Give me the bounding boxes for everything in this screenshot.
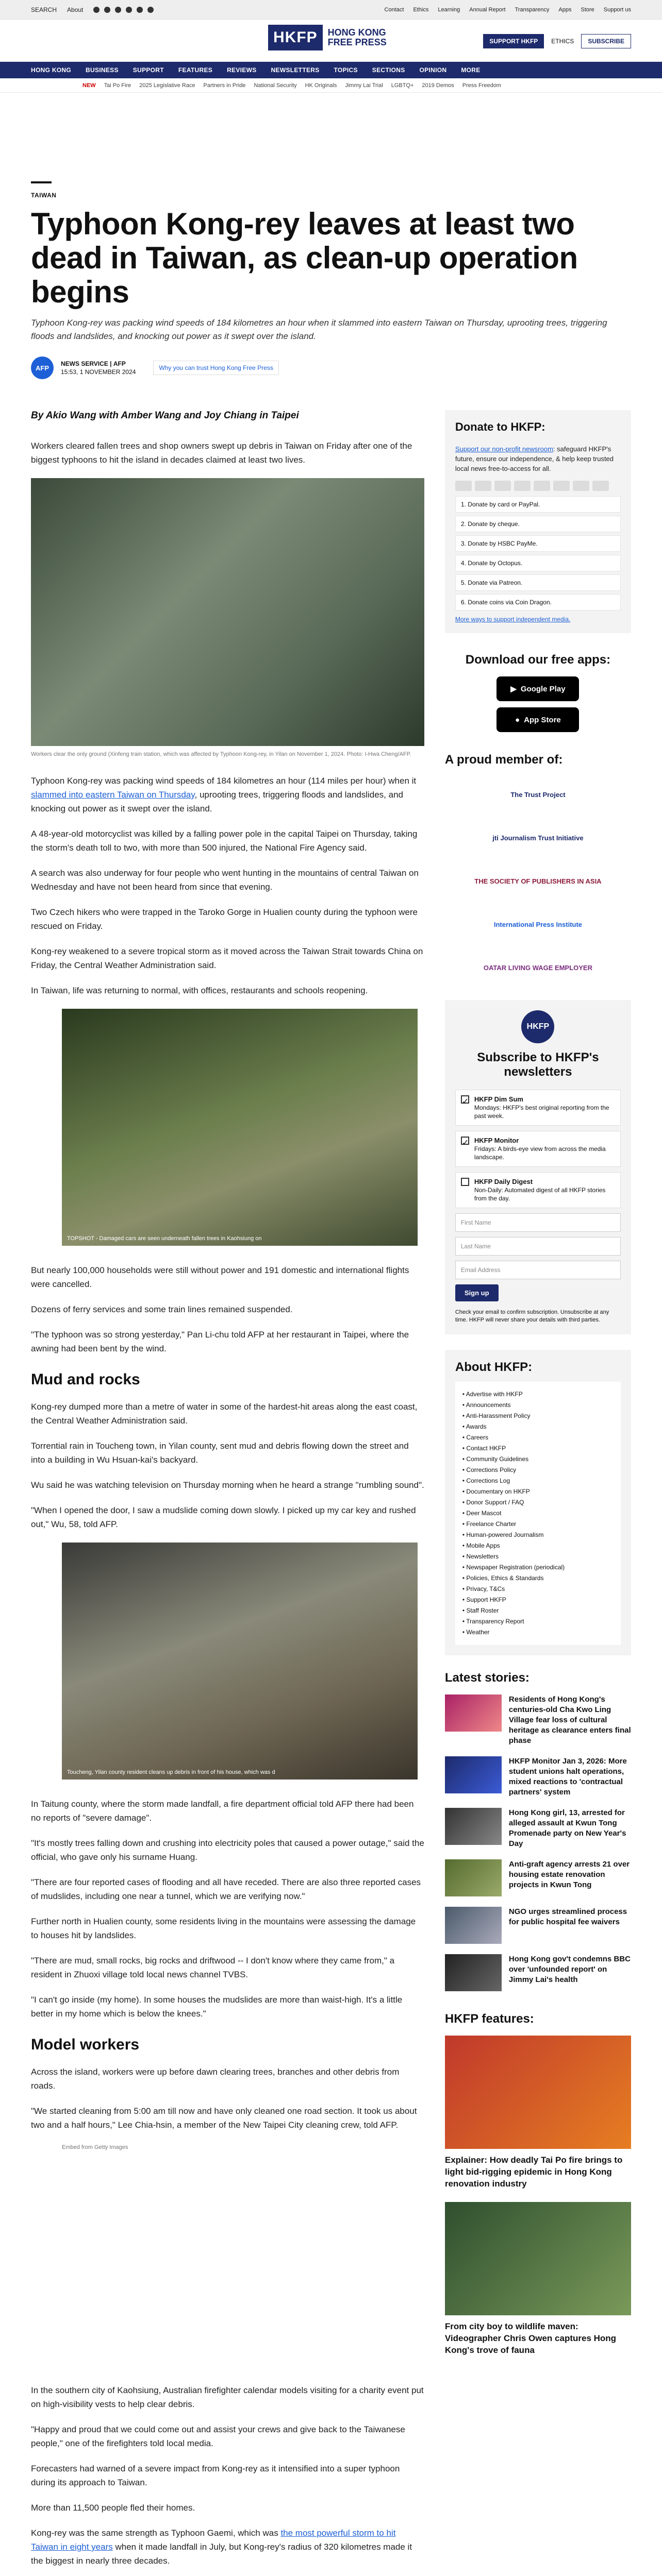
trending-item[interactable]: 2025 Legislative Race xyxy=(139,82,195,89)
paragraph: "It's mostly trees falling down and crushing into electricity poles that caused a power outage," said the official, who gave only his surname Huang. xyxy=(31,1838,424,1862)
mastercard-icon xyxy=(455,481,472,491)
paragraph: More than 11,500 people fled their homes. xyxy=(31,2503,195,2513)
about-link[interactable]: • Careers xyxy=(462,1432,614,1443)
trending-item[interactable]: Press Freedom xyxy=(462,82,501,89)
story-thumbnail xyxy=(445,1756,502,1793)
nav-item[interactable]: SUPPORT xyxy=(133,66,164,74)
donate-option[interactable]: 4. Donate by Octopus. xyxy=(455,555,621,571)
newsletter-title: Subscribe to HKFP's newsletters xyxy=(477,1050,599,1079)
topbar-link[interactable]: Ethics xyxy=(413,6,429,13)
nav-item[interactable]: SECTIONS xyxy=(372,66,405,74)
about-link[interactable]: • Donor Support / FAQ xyxy=(462,1497,614,1508)
embed-caption: Toucheng, Yilan county resident cleans up debris in front of his house, which was d xyxy=(67,1769,275,1775)
embed-caption: TOPSHOT - Damaged cars are seen underneath fallen trees in Kaohsiung on xyxy=(67,1235,262,1242)
story-item[interactable] xyxy=(445,1907,631,1944)
top-utility-bar xyxy=(0,0,662,20)
donate-intro-text: : safeguard HKFP's future, ensure our independence, & help keep trusted local news free-to-access for all. xyxy=(455,445,614,472)
last-name-input[interactable]: Last Name xyxy=(455,1237,621,1256)
about-link[interactable]: • Transparency Report xyxy=(462,1616,614,1627)
logo-line2: FREE PRESS xyxy=(327,37,387,47)
paragraph: "When I opened the door, I saw a mudslide coming down slowly. I picked up my car key and rushed out," Wu, 58, told AFP. xyxy=(31,1505,416,1529)
paragraph-text: Typhoon Kong-rey was packing wind speeds of 184 kilometres an hour (114 miles per hour) when it xyxy=(31,776,417,786)
about-link[interactable]: • Policies, Ethics & Standards xyxy=(462,1573,614,1584)
article-body xyxy=(31,410,424,2576)
amex-icon xyxy=(494,481,511,491)
paragraph-text: when it made landfall in July, but Kong-rey's radius of 320 kilometres made it the biggest in nearly three decades. xyxy=(31,2542,412,2566)
trending-bar xyxy=(0,78,662,93)
sidebar xyxy=(445,410,631,2576)
paragraph: "We started cleaning from 5:00 am till now and have only cleaned one road section. It took us about two and a half hours," Lee Chia-hsin, a member of the New Taipei City cleaning crew, told AFP. xyxy=(31,2106,417,2130)
visa-icon xyxy=(475,481,491,491)
topbar-link[interactable]: Contact xyxy=(384,6,404,13)
paragraph: Further north in Hualien county, some residents living in the mountains were assessing the damage to houses hit by landslides. xyxy=(31,1917,416,1940)
donate-option[interactable]: 1. Donate by card or PayPal. xyxy=(455,496,621,513)
about-link[interactable]: • Awards xyxy=(462,1421,614,1432)
feature-title[interactable]: From city boy to wildlife maven: Videographer Chris Owen captures Hong Kong's trove of fauna xyxy=(444,2321,617,2355)
proud-member-box xyxy=(445,753,631,985)
signup-button[interactable]: Sign up xyxy=(455,1284,499,1301)
trending-item[interactable]: Partners in Pride xyxy=(203,82,246,89)
paragraph: Two Czech hikers who were trapped in the Taroko Gorge in Hualien county during the typhoon were rescued on Friday. xyxy=(31,907,418,931)
topbar-link[interactable]: Apps xyxy=(558,6,572,13)
octopus-icon xyxy=(553,481,570,491)
about-link[interactable]: • Deer Mascot xyxy=(462,1508,614,1519)
paypal-icon xyxy=(514,481,531,491)
member-logo[interactable]: THE SOCIETY OF PUBLISHERS IN ASIA xyxy=(474,877,602,885)
logo-wordmark xyxy=(328,28,387,47)
newsletter-checkbox[interactable]: ✓ xyxy=(461,1095,469,1104)
paragraph: "There are four reported cases of flooding and all have receded. There are also three reported cases of mudslides, including one near a tunnel, which we are verifying now." xyxy=(31,1877,421,1901)
article-hero xyxy=(0,181,662,379)
newsletter-checkbox[interactable] xyxy=(461,1178,469,1186)
about-link[interactable]: About xyxy=(67,6,84,13)
newsletter-desc: Non-Daily: Automated digest of all HKFP stories from the day. xyxy=(474,1187,606,1202)
about-link[interactable]: • Staff Roster xyxy=(462,1605,614,1616)
trending-item[interactable]: LGBTQ+ xyxy=(391,82,414,89)
about-link[interactable]: • Documentary on HKFP xyxy=(462,1486,614,1497)
newsletter-text xyxy=(474,1137,615,1161)
story-title: HKFP Monitor Jan 3, 2026: More student unions halt operations, mixed reactions to 'contractual partners' system xyxy=(508,1757,627,1797)
trending-item[interactable]: Jimmy Lai Trial xyxy=(345,82,383,89)
payment-icons xyxy=(455,481,621,491)
about-link[interactable]: • Privacy, T&Cs xyxy=(462,1584,614,1595)
about-link[interactable]: • Corrections Log xyxy=(462,1476,614,1486)
donate-title: Donate to HKFP: xyxy=(455,420,545,433)
story-item[interactable] xyxy=(445,1694,631,1746)
section-heading: Mud and rocks xyxy=(31,1371,140,1388)
story-item[interactable] xyxy=(445,1756,631,1798)
article-authors: By Akio Wang with Amber Wang and Joy Chiang in Taipei xyxy=(31,410,299,421)
paragraph: Kong-rey weakened to a severe tropical storm as it moved across the Taiwan Strait towards China on Friday, the Central Weather Administration said. xyxy=(31,946,423,970)
nav-item[interactable]: MORE xyxy=(461,66,481,74)
logo-line1: HONG KONG xyxy=(327,27,386,38)
nav-item[interactable]: HONG KONG xyxy=(31,66,72,74)
email-input[interactable]: Email Address xyxy=(455,1261,621,1279)
story-item[interactable] xyxy=(445,1808,631,1849)
publish-date: 15:53, 1 NOVEMBER 2024 xyxy=(61,368,136,376)
threads-icon[interactable] xyxy=(137,7,143,13)
paragraph-text: Kong-rey was the same strength as Typhoon Gaemi, which was xyxy=(31,2528,281,2538)
payme-icon xyxy=(534,481,550,491)
trending-item[interactable]: National Security xyxy=(254,82,297,89)
main-nav xyxy=(0,62,662,78)
story-title: Residents of Hong Kong's centuries-old Cha Kwo Ling Village fear loss of cultural heritage as clearance enters final phase xyxy=(508,1695,631,1745)
newsletter-name: HKFP Dim Sum xyxy=(474,1095,523,1103)
member-logo[interactable]: The Trust Project xyxy=(510,790,566,799)
newsletter-name: HKFP Daily Digest xyxy=(474,1178,533,1185)
topbar-link[interactable]: Annual Report xyxy=(469,6,506,13)
story-title: NGO urges streamlined process for public hospital fee waivers xyxy=(508,1907,627,1926)
kicker-rule xyxy=(31,181,52,183)
section-heading: Model workers xyxy=(31,2036,140,2053)
social-icons xyxy=(93,7,154,13)
nav-item[interactable]: TOPICS xyxy=(334,66,358,74)
paragraph: In the southern city of Kaohsiung, Australian firefighter calendar models visiting for a charity event put on high-visibility vests to help clear debris. xyxy=(31,2385,424,2409)
paragraph xyxy=(31,2526,424,2568)
support-button[interactable]: SUPPORT HKFP xyxy=(483,34,544,48)
paragraph xyxy=(31,774,424,816)
paragraph: In Taitung county, where the storm made landfall, a fire department official told AFP there had been no reports of "severe damage". xyxy=(31,1799,414,1823)
paragraph: Kong-rey dumped more than a metre of water in some of the hardest-hit areas along the east coast, the Central Weather Administration said. xyxy=(31,1402,418,1426)
feature-image[interactable] xyxy=(445,2202,631,2315)
play-icon: ▶ xyxy=(510,685,517,693)
photo-caption: Workers clear the only ground (Xinfeng train station, which was affected by Typhoon Kong-rey, in Yilan on November 1, 2024. Photo: I-Hwa Cheng/AFP. xyxy=(31,751,411,757)
member-logo[interactable]: OATAR LIVING WAGE EMPLOYER xyxy=(483,963,592,972)
about-link[interactable]: • Community Guidelines xyxy=(462,1454,614,1465)
paragraph: A search was also underway for four people who went hunting in the mountains of central Taiwan on Wednesday and have not been heard from since that evening. xyxy=(31,868,419,892)
ethics-link[interactable]: ETHICS xyxy=(551,38,574,45)
search-link[interactable]: SEARCH xyxy=(31,6,57,13)
lead-photo xyxy=(31,478,424,746)
app-store-badge[interactable] xyxy=(496,707,579,732)
newsletter-fineprint: Check your email to confirm subscription. Unsubscribe at any time. HKFP will never share your details with third parties. xyxy=(455,1309,609,1323)
donate-option[interactable]: 6. Donate coins via Coin Dragon. xyxy=(455,594,621,611)
story-thumbnail xyxy=(445,1808,502,1845)
topbar-link[interactable]: Transparency xyxy=(515,6,550,13)
donate-option[interactable]: 3. Donate by HSBC PayMe. xyxy=(455,535,621,552)
about-link[interactable]: • Announcements xyxy=(462,1400,614,1411)
apple-icon: ● xyxy=(515,715,520,724)
about-link[interactable]: • Advertise with HKFP xyxy=(462,1389,614,1400)
paragraph: "Happy and proud that we could come out and assist your crews and give back to the Taiwanese people," one of the firefighters told local media. xyxy=(31,2425,405,2448)
byline-source[interactable]: AFP xyxy=(113,360,126,367)
hkfp-features xyxy=(445,2012,631,2356)
apps-box xyxy=(445,653,631,732)
story-thumbnail xyxy=(445,1907,502,1944)
newsletter-logo: HKFP xyxy=(521,1010,554,1043)
google-play-label: Google Play xyxy=(520,684,566,693)
more-ways-link[interactable]: More ways to support independent media. xyxy=(455,616,571,623)
paragraph: Dozens of ferry services and some train lines remained suspended. xyxy=(31,1304,293,1314)
about-link[interactable]: • Human-powered Journalism xyxy=(462,1530,614,1540)
embedded-photo[interactable] xyxy=(62,1543,418,1780)
story-item[interactable] xyxy=(445,1859,631,1896)
trending-item[interactable]: HK Originals xyxy=(305,82,337,89)
story-title: Hong Kong gov't condemns BBC over 'unfounded report' on Jimmy Lai's health xyxy=(508,1955,631,1984)
patreon-icon xyxy=(592,481,609,491)
trending-item[interactable]: 2019 Demos xyxy=(422,82,454,89)
paragraph-text: , uprooting trees, triggering floods and landslides, and knocking out power as it swept over the island. xyxy=(31,790,403,814)
newsletter-option[interactable] xyxy=(455,1172,621,1208)
content-columns xyxy=(0,410,662,2576)
apps-title: Download our free apps: xyxy=(465,653,611,667)
story-item[interactable] xyxy=(445,1954,631,1991)
donate-intro xyxy=(455,444,621,473)
trending-item[interactable]: Tai Po Fire xyxy=(104,82,131,89)
logo-mark: HKFP xyxy=(268,25,323,50)
donate-box xyxy=(445,410,631,633)
google-play-badge[interactable] xyxy=(496,676,579,701)
youtube-icon[interactable] xyxy=(126,7,132,13)
first-name-input[interactable]: First Name xyxy=(455,1213,621,1232)
article-kicker[interactable]: TAIWAN xyxy=(31,192,57,199)
instagram-icon[interactable] xyxy=(115,7,121,13)
latest-stories xyxy=(445,1671,631,1991)
story-thumbnail xyxy=(445,1859,502,1896)
newsletter-option[interactable] xyxy=(455,1131,621,1167)
byline-org[interactable]: NEWS SERVICE xyxy=(61,360,108,367)
subscribe-button[interactable]: SUBSCRIBE xyxy=(581,34,631,48)
getty-embed-note: Embed from Getty Images xyxy=(62,2144,128,2150)
article-dek: Typhoon Kong-rey was packing wind speeds of 184 kilometres an hour when it slammed into eastern Taiwan on Thursday, uprooting trees, triggering floods and landslides, and knocking out power as it swept over the island. xyxy=(31,318,607,341)
nav-item[interactable]: OPINION xyxy=(419,66,447,74)
topbar-link[interactable]: Learning xyxy=(438,6,460,13)
about-link[interactable]: • Contact HKFP xyxy=(462,1443,614,1454)
about-link[interactable]: • Weather xyxy=(462,1627,614,1638)
byline-row xyxy=(31,357,631,379)
about-title: About HKFP: xyxy=(455,1360,533,1374)
story-title: Anti-graft agency arrests 21 over housing estate renovation projects in Kwun Tong xyxy=(508,1860,630,1889)
about-link[interactable]: • Anti-Harassment Policy xyxy=(462,1411,614,1421)
about-link[interactable]: • Support HKFP xyxy=(462,1595,614,1605)
site-logo[interactable] xyxy=(268,25,387,50)
article-title: Typhoon Kong-rey leaves at least two dead in Taiwan, as clean-up operation begins xyxy=(31,207,578,309)
story-title: Hong Kong girl, 13, arrested for alleged assault at Kwun Tong Promenade party on New Year's Day xyxy=(508,1808,626,1848)
about-link[interactable]: • Newsletters xyxy=(462,1551,614,1562)
nav-item[interactable]: BUSINESS xyxy=(86,66,119,74)
feature-title[interactable]: Explainer: How deadly Tai Po fire brings to light bid-rigging epidemic in Hong Kong renovation industry xyxy=(444,2155,623,2189)
features-title: HKFP features: xyxy=(444,2012,534,2026)
topbar-link[interactable]: Store xyxy=(581,6,594,13)
nav-item[interactable]: REVIEWS xyxy=(227,66,257,74)
newsletter-text xyxy=(474,1095,615,1120)
about-link[interactable]: • Corrections Policy xyxy=(462,1465,614,1476)
inline-link[interactable]: slammed into eastern Taiwan on Thursday xyxy=(31,790,195,800)
trending-new-label: NEW xyxy=(82,82,96,89)
about-link[interactable]: • Mobile Apps xyxy=(462,1540,614,1551)
paragraph: "The typhoon was so strong yesterday," Pan Li-chu told AFP at her restaurant in Taipei, where the awning had been bent by the wind. xyxy=(31,1330,409,1353)
paragraph: "There are mud, small rocks, big rocks and driftwood -- I don't know where they came from," a resident in Zhuoxi village told local news channel TVBS. xyxy=(31,1956,395,1979)
paragraph: Wu said he was watching television on Thursday morning when he heard a strange "rumbling sound". xyxy=(31,1480,424,1490)
about-link[interactable]: • Freelance Charter xyxy=(462,1519,614,1530)
story-thumbnail xyxy=(445,1694,502,1732)
about-link[interactable]: • Newspaper Registration (periodical) xyxy=(462,1562,614,1573)
donate-option[interactable]: 5. Donate via Patreon. xyxy=(455,574,621,591)
about-links xyxy=(455,1382,621,1645)
getty-embed-placeholder xyxy=(31,2167,424,2383)
newsletter-text xyxy=(474,1178,615,1202)
newsletter-desc: Fridays: A birds-eye view from across the media landscape. xyxy=(474,1145,606,1161)
linkedin-icon[interactable] xyxy=(147,7,154,13)
byline-meta: NEWS SERVICE | AFP 15:53, 1 NOVEMBER 2024 xyxy=(61,360,136,376)
topbar-link[interactable]: Support us xyxy=(603,6,631,13)
nav-item[interactable]: NEWSLETTERS xyxy=(271,66,320,74)
afp-avatar: AFP xyxy=(31,357,54,379)
paragraph: In Taiwan, life was returning to normal, with offices, restaurants and schools reopening. xyxy=(31,986,368,995)
inline-link[interactable]: the most powerful storm to hit Taiwan in eight years xyxy=(31,2528,396,2552)
newsletter-desc: Mondays: HKFP's best original reporting from the past week. xyxy=(474,1104,609,1120)
paragraph: Torrential rain in Toucheng town, in Yilan county, sent mud and debris flowing down the street and into a building in Wu Hsuan-kai's backyard. xyxy=(31,1441,409,1465)
newsletter-checkbox[interactable]: ✓ xyxy=(461,1137,469,1145)
newsletter-box xyxy=(445,1000,631,1334)
trust-link[interactable]: Why you can trust Hong Kong Free Press xyxy=(153,361,278,375)
newsletter-name: HKFP Monitor xyxy=(474,1137,519,1144)
x-icon[interactable] xyxy=(104,7,110,13)
fps-icon xyxy=(573,481,589,491)
paragraph: But nearly 100,000 households were still without power and 191 domestic and international flights were cancelled. xyxy=(31,1265,409,1289)
facebook-icon[interactable] xyxy=(93,7,100,13)
paragraph: Across the island, workers were up before dawn clearing trees, branches and other debris from roads. xyxy=(31,2067,400,2091)
donate-intro-link[interactable]: Support our non-profit newsroom xyxy=(455,445,553,453)
paragraph: Forecasters had warned of a severe impact from Kong-rey as it intensified into a super typhoon during its approach to Taiwan. xyxy=(31,2464,400,2487)
nav-item[interactable]: FEATURES xyxy=(178,66,213,74)
paragraph: Workers cleared fallen trees and shop owners swept up debris in Taiwan on Friday after one of the biggest typhoons to hit the island in decades claimed at least two lives. xyxy=(31,441,412,465)
latest-title: Latest stories: xyxy=(444,1671,529,1685)
donate-options xyxy=(455,496,621,611)
site-header xyxy=(0,20,662,62)
proud-title: A proud member of: xyxy=(444,753,563,767)
paragraph: "I can't go inside (my home). In some houses the mudslides are more than waist-high. It's a little better in my home which is below the knees." xyxy=(31,1995,403,2019)
member-logo[interactable]: International Press Institute xyxy=(493,920,583,928)
member-logo[interactable]: jti Journalism Trust Initiative xyxy=(492,834,584,842)
about-box xyxy=(445,1350,631,1655)
donate-option[interactable]: 2. Donate by cheque. xyxy=(455,516,621,532)
feature-image[interactable] xyxy=(445,2036,631,2149)
paragraph: A 48-year-old motorcyclist was killed by a falling power pole in the capital Taipei on Thursday, taking the storm's death toll to two, with more than 500 injured, the National Fire Agency said. xyxy=(31,829,418,853)
app-store-label: App Store xyxy=(524,715,561,724)
embedded-photo[interactable] xyxy=(62,1009,418,1246)
newsletter-option[interactable] xyxy=(455,1090,621,1126)
story-thumbnail xyxy=(445,1954,502,1991)
